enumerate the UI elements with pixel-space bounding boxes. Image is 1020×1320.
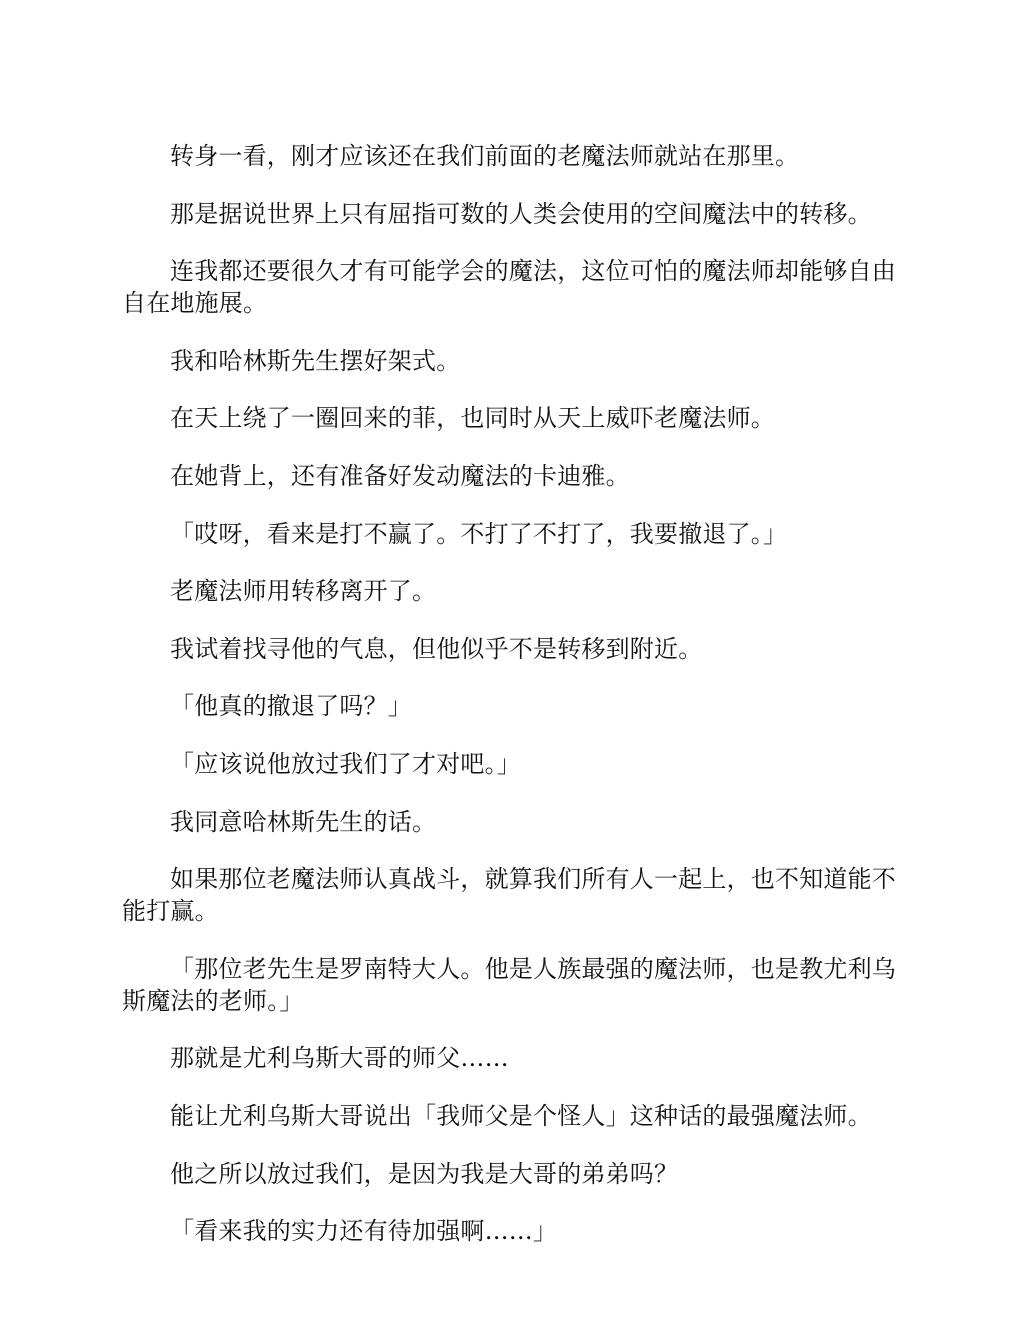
dialogue-paragraph: 「看来我的实力还有待加强啊……」 [170, 1217, 558, 1246]
paragraph: 在天上绕了一圈回来的菲，也同时从天上威吓老魔法师。 [170, 404, 775, 433]
paragraph: 我试着找寻他的气息，但他似乎不是转移到附近。 [170, 634, 703, 663]
paragraph: 他之所以放过我们，是因为我是大哥的弟弟吗？ [170, 1159, 679, 1188]
paragraph: 我同意哈林斯先生的话。 [170, 807, 437, 836]
paragraph: 老魔法师用转移离开了。 [170, 577, 437, 606]
paragraph: 如果那位老魔法师认真战斗，就算我们所有人一起上，也不知道能不能打赢。 [122, 865, 896, 926]
paragraph: 我和哈林斯先生摆好架式。 [170, 346, 461, 375]
paragraph: 连我都还要很久才有可能学会的魔法，这位可怕的魔法师却能够自由自在地施展。 [122, 257, 896, 318]
paragraph: 转身一看，刚才应该还在我们前面的老魔法师就站在那里。 [170, 142, 800, 170]
dialogue-paragraph: 「应该说他放过我们了才对吧。」 [170, 749, 521, 778]
paragraph: 那就是尤利乌斯大哥的师父…… [170, 1044, 509, 1073]
paragraph: 那是据说世界上只有屈指可数的人类会使用的空间魔法中的转移。 [170, 199, 872, 228]
paragraph: 在她背上，还有准备好发动魔法的卡迪雅。 [170, 461, 630, 490]
document-page [122, 140, 898, 1273]
dialogue-paragraph: 「他真的撤退了吗？」 [170, 692, 412, 721]
dialogue-paragraph: 「那位老先生是罗南特大人。他是人族最强的魔法师，也是教尤利乌斯魔法的老师。」 [122, 954, 896, 1015]
paragraph: 能让尤利乌斯大哥说出「我师父是个怪人」这种话的最强魔法师。 [170, 1101, 872, 1130]
dialogue-paragraph: 「哎呀，看来是打不赢了。不打了不打了，我要撤退了。」 [170, 519, 788, 548]
